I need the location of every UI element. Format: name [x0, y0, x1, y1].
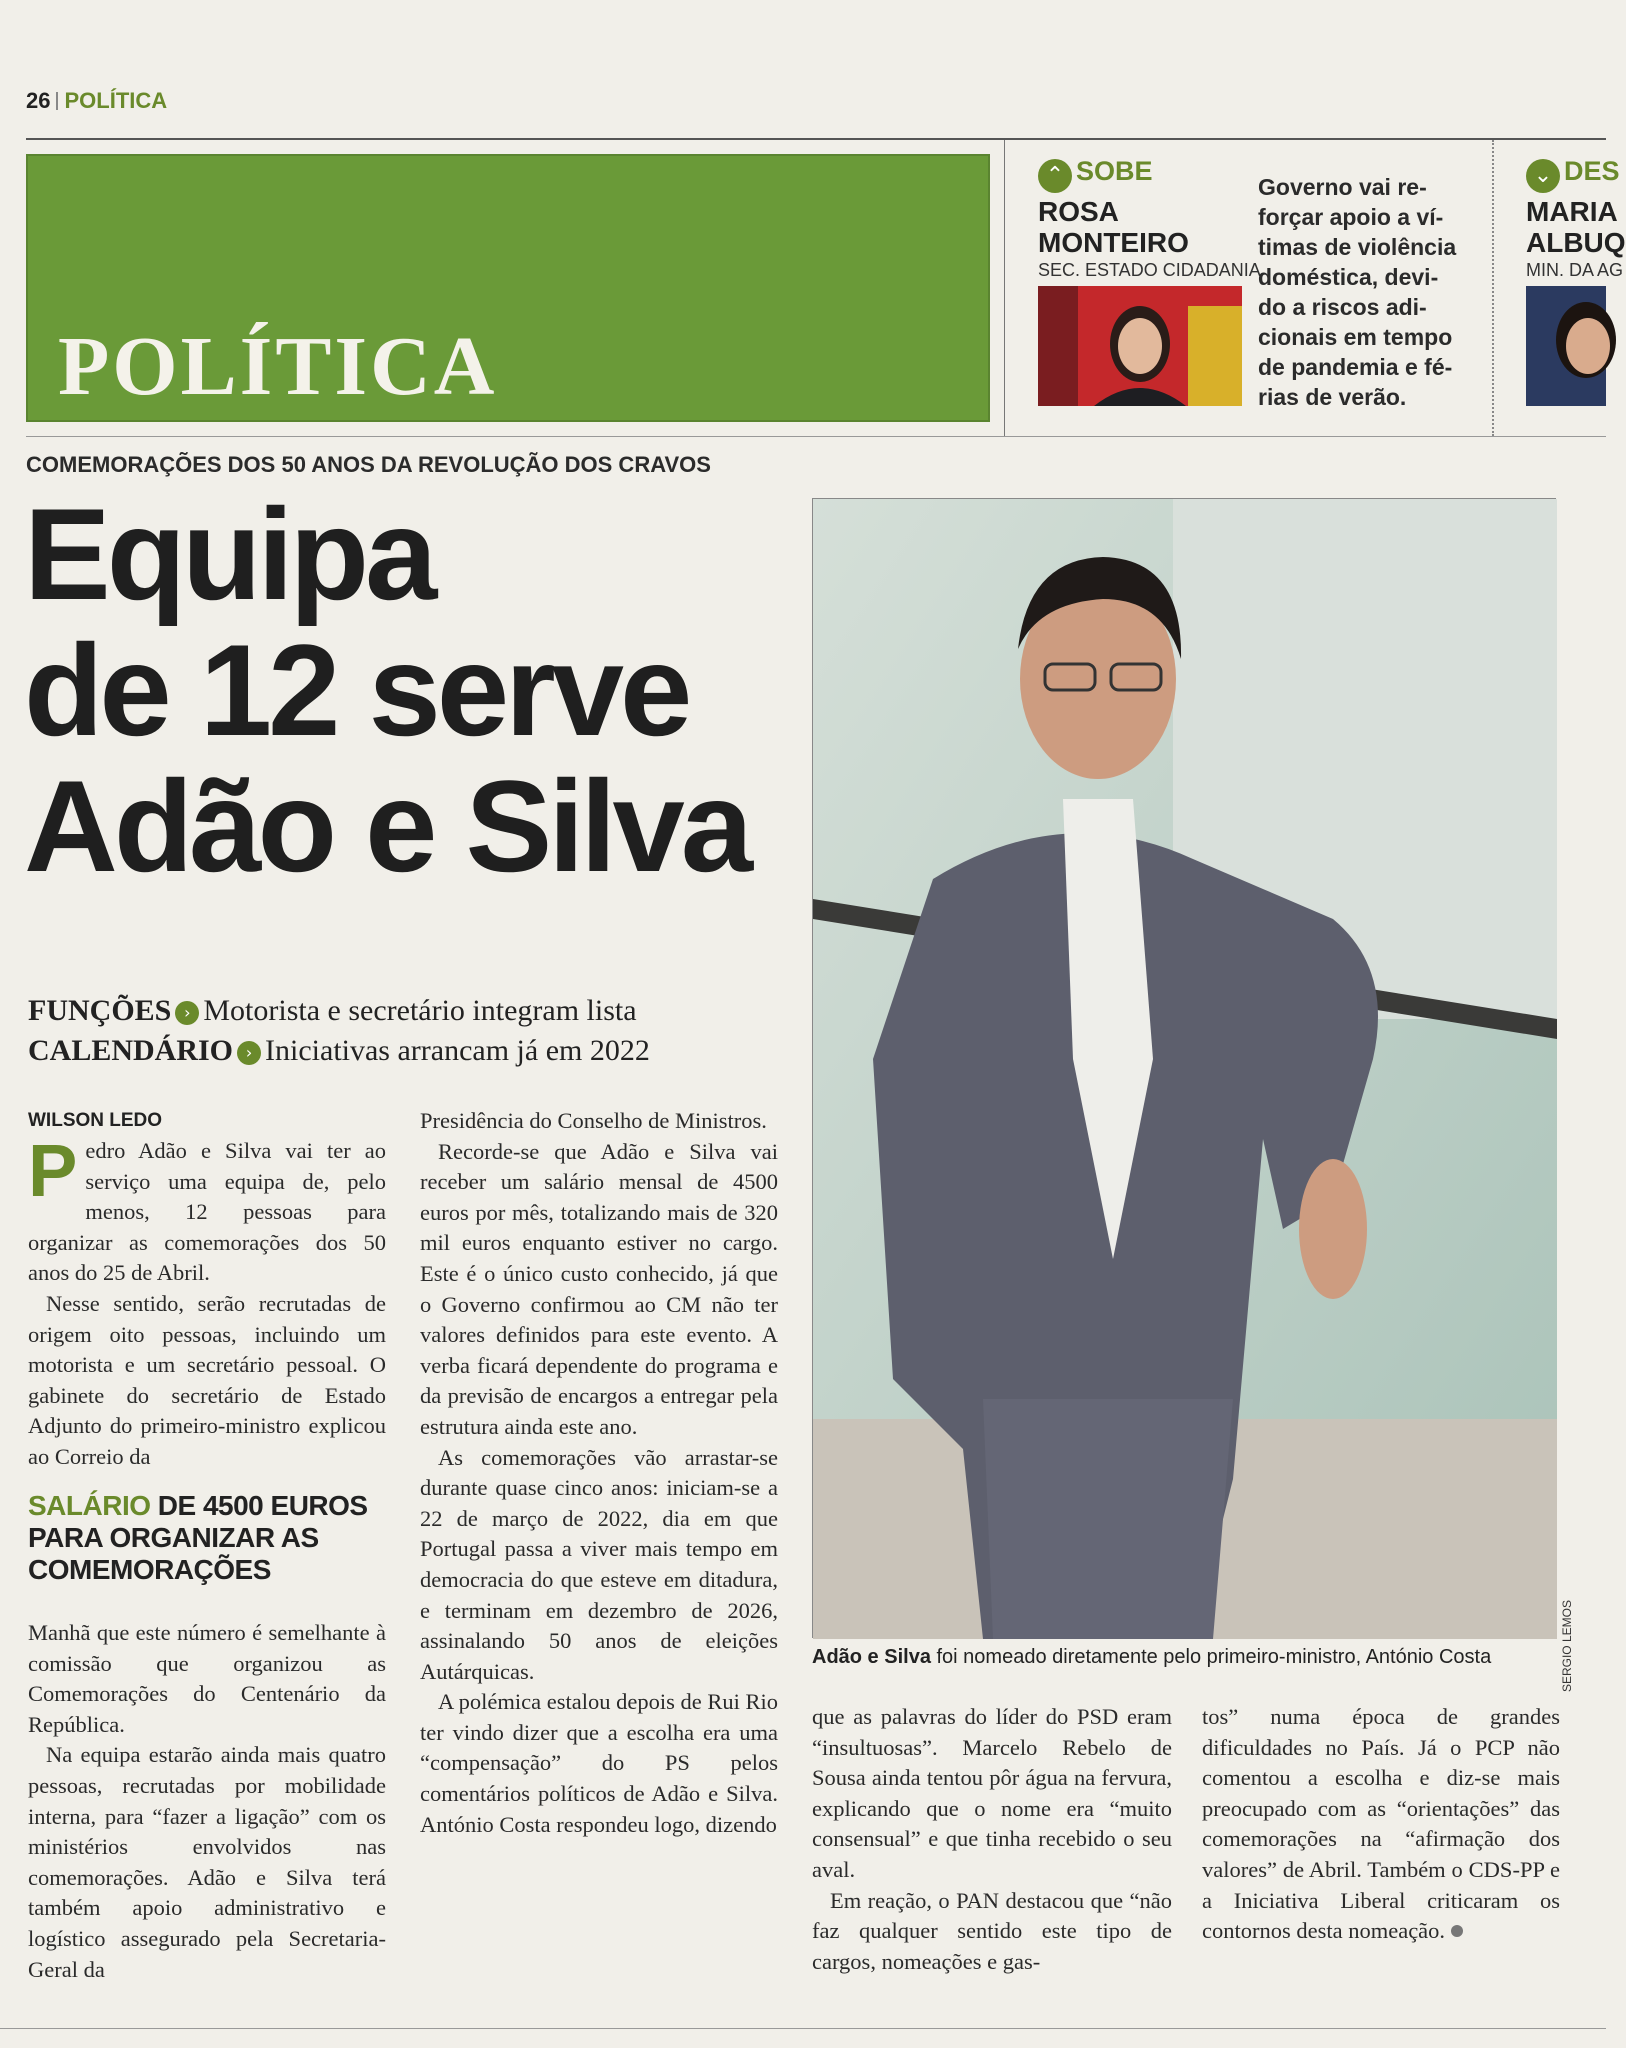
sobe-label: SOBE	[1076, 156, 1153, 186]
sobe-person-name	[1038, 196, 1189, 258]
caption-bold: Adão e Silva	[812, 1646, 931, 1668]
sobe-portrait-image	[1038, 286, 1242, 406]
desce-person-role: MIN. DA AG	[1526, 260, 1624, 280]
subheadline-1-text: Motorista e secretário integram lista	[203, 994, 637, 1027]
desce-name-line2: ALBUQ	[1526, 227, 1626, 258]
sobe-name-line1: ROSA	[1038, 196, 1119, 227]
paragraph: Recorde-se que Adão e Silva vai receber um salário mensal de 4500 euros por mês, totalizando mais de 320 mil euros enquanto estiver no cargo. Este é o único custo conhecido, já que o Governo confirmou ao CM não ter valores definidos para este evento. A verba ficará dependente do programa e da previsão de encargos a entregar pela estrutura ainda este ano.	[420, 1138, 778, 1439]
sobe-text: Governo vai re-forçar apoio a ví-timas de violência doméstica, devi-do a riscos adi-cionais em tempo de pandemia e fé-rias de verão.	[1258, 174, 1457, 410]
paragraph: Nesse sentido, serão recrutadas de origem oito pessoas, incluindo um motorista e um secretário pessoal. O gabinete do secretário de Estado Adjunto do primeiro-ministro explicou ao Correio da	[28, 1290, 386, 1469]
paragraph: Na equipa estarão ainda mais quatro pessoas, recrutadas por mobilidade interna, para “fazer a ligação” com os ministérios envolvidos nas comemorações. Adão e Silva terá também apoio administrativo e logístico assegurado pela Secretaria-Geral da	[28, 1742, 386, 1982]
folio-divider	[56, 92, 58, 110]
sobe-person-role: SEC. ESTADO CIDADANIA	[1038, 260, 1261, 280]
arrow-down-icon: ⌄	[1526, 159, 1560, 193]
main-photo-image	[813, 499, 1557, 1639]
byline: WILSON LEDO	[28, 1110, 163, 1131]
paragraph: A polémica estalou depois de Rui Rio ter vindo dizer que a escolha era uma “compensação” do PS pelos comentários políticos de Adão e Silva. António Costa respondeu logo, dizendo	[420, 1689, 778, 1837]
banner-bottom-rule	[26, 436, 1606, 437]
photo-credit: SERGIO LEMOS	[1560, 1600, 1574, 1693]
end-mark-icon	[1451, 1925, 1463, 1937]
paragraph: Presidência do Conselho de Ministros.	[420, 1108, 767, 1133]
desce-label: DES	[1564, 156, 1620, 186]
photo-caption	[812, 1646, 1572, 1669]
subheadline-2-text: Iniciativas arrancam já em 2022	[265, 1034, 650, 1067]
side-heading-rest: DE 4500 EUROS PARA ORGANIZAR AS COMEMORAÇÕES	[28, 1490, 368, 1585]
article-kicker: COMEMORAÇÕES DOS 50 ANOS DA REVOLUÇÃO DOS CRAVOS	[26, 452, 711, 477]
headline-line3: Adão e Silva	[24, 753, 750, 899]
paragraph: As comemorações vão arrastar-se durante quase cinco anos: iniciam-se a 22 de março de 2022, dia em que Portugal passa a viver mais tempo em democracia do que esteve em ditadura, e terminam em dezembro de 2026, assinalando 50 anos de eleições Autárquicas.	[420, 1444, 778, 1684]
paragraph: que as palavras do líder do PSD eram “insultuosas”. Marcelo Rebelo de Sousa ainda tentou pôr água na fervura, explicando que o nome era “muito consensual” e que tinha recebido o seu aval.	[812, 1704, 1172, 1882]
paragraph-text: tos” numa época de grandes dificuldades no País. Já o PCP não comentou a escolha e diz-se mais preocupado com as “orientações” das comemorações na “afirmação dos valores” de Abril. Também o CDS-PP e a Iniciativa Liberal criticaram os contornos desta nomeação.	[1202, 1704, 1560, 1944]
main-photo	[812, 498, 1556, 1638]
chevron-right-icon: ›	[237, 1041, 261, 1065]
drop-cap: P	[28, 1129, 78, 1212]
desce-portrait-image	[1526, 286, 1606, 406]
sobe-label-row	[1038, 156, 1153, 193]
headline-line1: Equipa	[24, 481, 434, 627]
paragraph	[1202, 1702, 1560, 1947]
body-column-3	[812, 1702, 1172, 1977]
desce-label-row	[1526, 156, 1620, 193]
body-column-1b	[28, 1618, 386, 1985]
sobe-name-line2: MONTEIRO	[1038, 227, 1189, 258]
page-number: 26	[26, 88, 51, 113]
section-banner-title: POLÍTICA	[58, 320, 498, 413]
paragraph	[28, 1129, 386, 1289]
paragraph: Manhã que este número é semelhante à comissão que organizou as Comemorações do Centenário da República.	[28, 1620, 386, 1737]
body-column-4	[1202, 1702, 1560, 1947]
paragraph-text: edro Adão e Silva vai ter ao serviço uma equipa de, pelo menos, 12 pessoas para organizar as comemorações dos 50 anos do 25 de Abril.	[28, 1138, 386, 1286]
headline-line2: de 12 serve	[24, 617, 689, 763]
bottom-rule	[0, 2028, 1606, 2029]
sobe-portrait	[1038, 286, 1242, 406]
desce-person-name	[1526, 196, 1626, 258]
subheadline-1	[28, 994, 637, 1028]
banner-divider	[1004, 140, 1005, 436]
paragraph: Em reação, o PAN destacou que “não faz qualquer sentido este tipo de cargos, nomeações e gas-	[812, 1887, 1172, 1974]
section-label: POLÍTICA	[64, 88, 168, 113]
body-column-2	[420, 1106, 778, 1840]
caption-text: foi nomeado diretamente pelo primeiro-ministro, António Costa	[930, 1646, 1492, 1668]
article-headline	[24, 481, 804, 899]
top-rule	[26, 138, 1606, 140]
subheadline-1-label: FUNÇÕES	[28, 994, 172, 1027]
arrow-up-icon: ⌃	[1038, 159, 1072, 193]
side-heading	[28, 1490, 368, 1586]
subheadline-2-label: CALENDÁRIO	[28, 1034, 234, 1067]
page-folio	[26, 88, 167, 114]
side-heading-highlight: SALÁRIO	[28, 1490, 151, 1521]
sobe-desce-divider	[1492, 140, 1494, 436]
desce-name-line1: MARIA	[1526, 196, 1618, 227]
body-column-1a	[28, 1129, 386, 1473]
subheadline-2	[28, 1034, 650, 1068]
desce-portrait	[1526, 286, 1606, 406]
chevron-right-icon: ›	[175, 1001, 199, 1025]
